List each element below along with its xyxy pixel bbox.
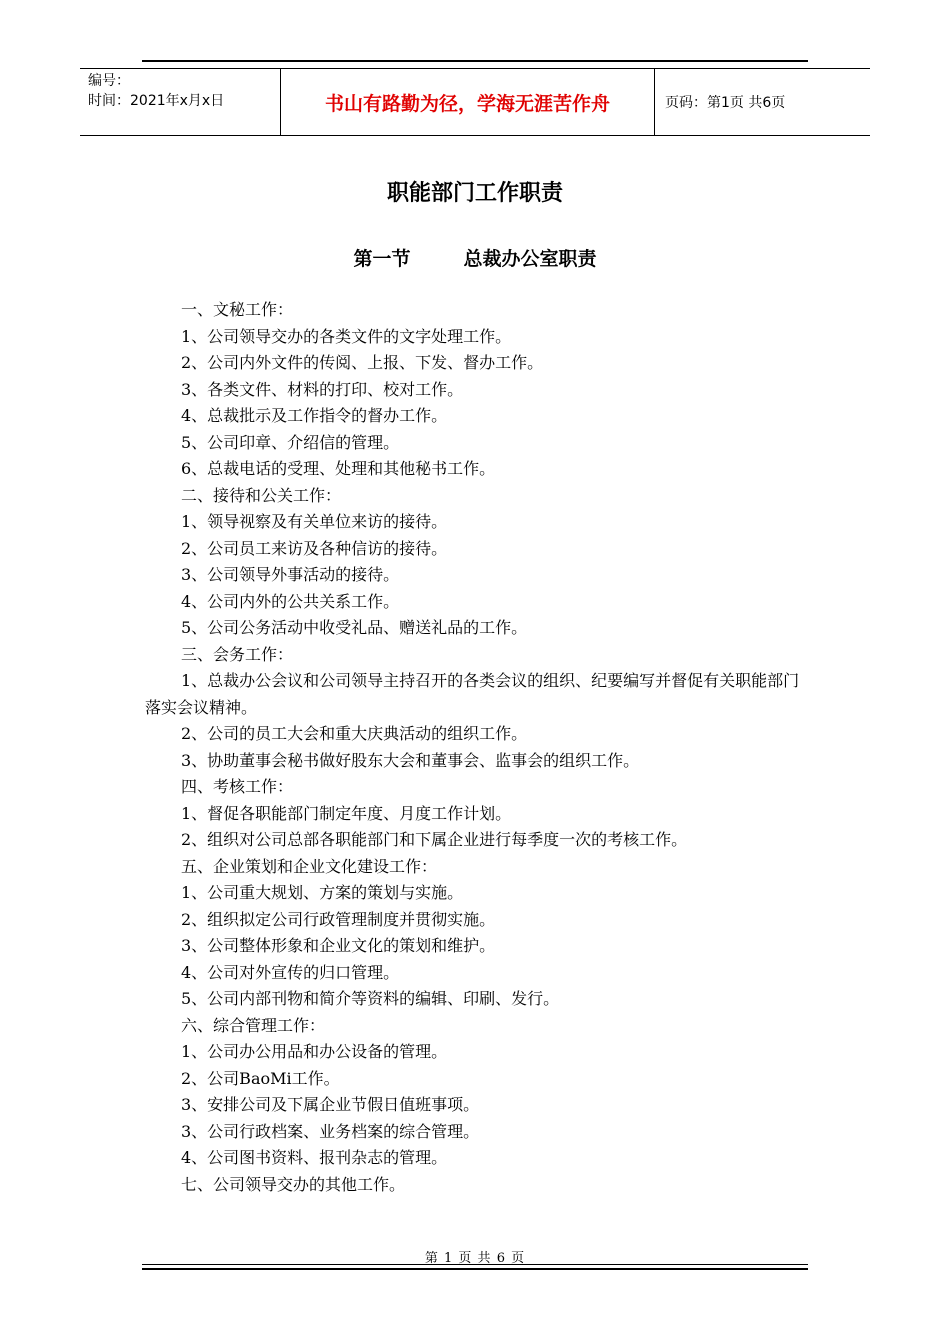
paragraph: 2、公司员工来访及各种信访的接待。 (181, 538, 448, 558)
paragraph: 1、公司办公用品和办公设备的管理。 (181, 1042, 448, 1061)
time-label: 时间：2021年x月x日 (88, 93, 225, 109)
paragraph: 3、公司行政档案、业务档案的综合管理。 (181, 1121, 480, 1141)
paragraph: 七、公司领导交办的其他工作。 (181, 1174, 406, 1194)
paragraph: 1、领导视察及有关单位来访的接待。 (181, 512, 448, 531)
paragraph: 五、企业策划和企业文化建设工作： (181, 856, 438, 876)
paragraph: 3、公司领导外事活动的接待。 (181, 565, 400, 584)
paragraph: 5、公司印章、介绍信的管理。 (181, 432, 400, 452)
paragraph: 1、公司重大规划、方案的策划与实施。 (181, 883, 464, 902)
paragraph: 二、接待和公关工作： (181, 485, 342, 505)
footer-rule-thin (142, 1264, 808, 1265)
paragraph: 六、综合管理工作： (181, 1015, 326, 1035)
paragraph: 1、督促各职能部门制定年度、月度工作计划。 (181, 803, 512, 823)
header-motto-cell (281, 69, 655, 135)
document-body (145, 297, 810, 1198)
paragraph: 5、公司内部刊物和简介等资料的编辑、印刷、发行。 (181, 989, 560, 1008)
motto-text: 书山有路勤为径，学海无涯苦作舟 (324, 92, 610, 115)
footer-page-number: 第 1 页 共 6 页 (424, 1251, 526, 1266)
paragraph: 2、组织拟定公司行政管理制度并贯彻实施。 (181, 909, 496, 929)
paragraph: 2、组织对公司总部各职能部门和下属企业进行每季度一次的考核工作。 (181, 830, 688, 849)
paragraph: 2、公司的员工大会和重大庆典活动的组织工作。 (181, 724, 528, 743)
document-title: 职能部门工作职责 (386, 181, 563, 206)
paragraph: 四、考核工作： (181, 777, 294, 796)
paragraph: 4、公司对外宣传的归口管理。 (181, 962, 400, 982)
paragraph: 6、总裁电话的受理、处理和其他秘书工作。 (181, 459, 496, 478)
paragraph: 三、会务工作： (181, 644, 294, 664)
paragraph: 5、公司公务活动中收受礼品、赠送礼品的工作。 (181, 618, 528, 637)
paragraph: 3、各类文件、材料的打印、校对工作。 (181, 379, 464, 399)
paragraph: 4、总裁批示及工作指令的督办工作。 (181, 406, 448, 425)
paragraph: 一、文秘工作： (181, 300, 294, 319)
paragraph: 3、协助董事会秘书做好股东大会和董事会、监事会的组织工作。 (181, 750, 640, 770)
paragraph: 3、安排公司及下属企业节假日值班事项。 (181, 1095, 480, 1114)
footer-rule-thick (142, 1268, 808, 1270)
section-title: 第一节 总裁办公室职责 (353, 248, 597, 270)
paragraph: 3、公司整体形象和企业文化的策划和维护。 (181, 936, 496, 955)
header-table (80, 68, 870, 136)
paragraph: 2、公司内外文件的传阅、上报、下发、督办工作。 (181, 353, 544, 372)
paragraph: 2、公司BaoMi工作。 (181, 1068, 340, 1088)
paragraph: 1、总裁办公会议和公司领导主持召开的各类会议的组织、纪要编写并督促有关职能部门落实会议精神。 (145, 671, 800, 717)
header-top-rule (142, 60, 808, 62)
page-info: 页码：第1页 共6页 (665, 95, 786, 111)
paragraph: 4、公司图书资料、报刊杂志的管理。 (181, 1148, 448, 1167)
header-page-cell (655, 69, 870, 135)
paragraph: 1、公司领导交办的各类文件的文字处理工作。 (181, 326, 512, 346)
number-label: 编号： (88, 73, 130, 89)
paragraph: 4、公司内外的公共关系工作。 (181, 591, 400, 611)
header-meta-cell (80, 69, 281, 135)
